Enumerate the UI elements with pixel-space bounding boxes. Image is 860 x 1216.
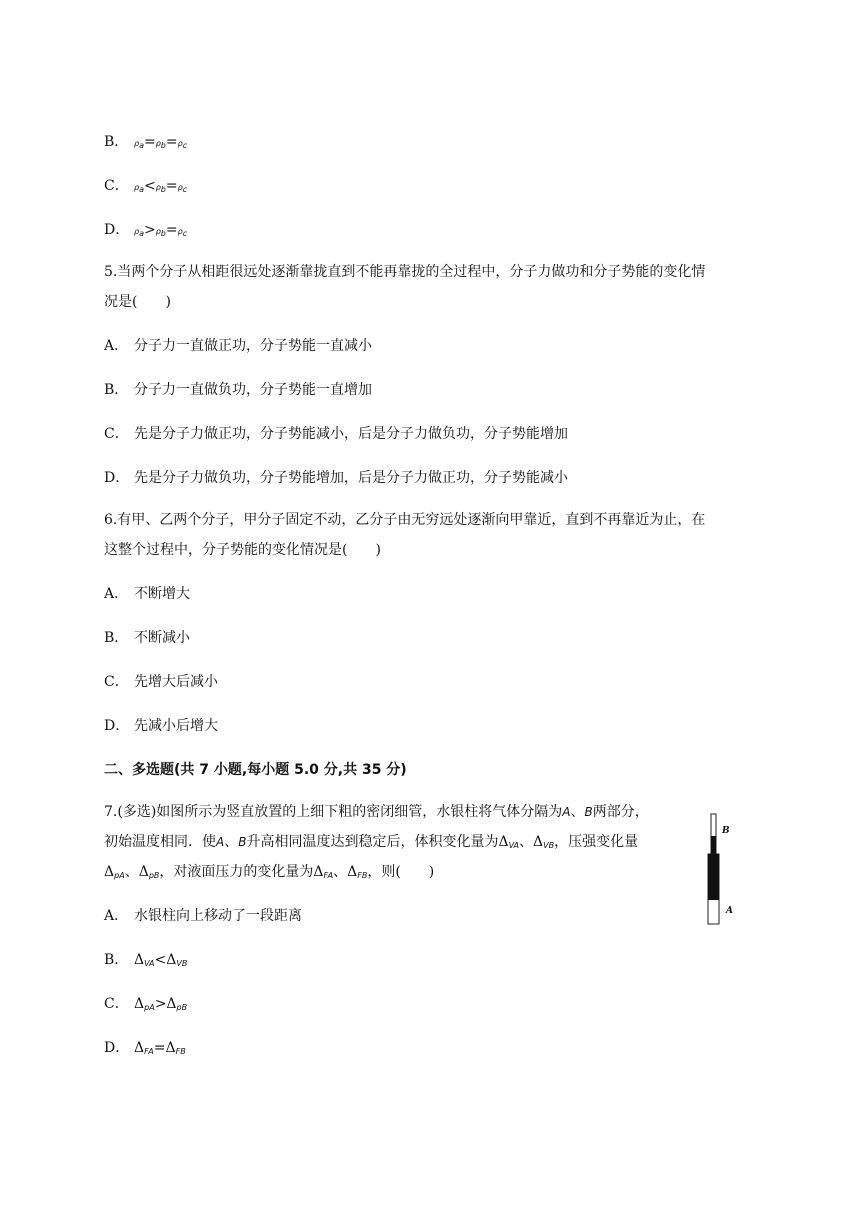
q6-option-c: C． 先增大后减小 — [104, 674, 218, 690]
q5-stem-line2: 况是( ) — [104, 294, 171, 310]
q7-option-c: C． $\Delta_{pA}>\Delta_{pB}$ — [104, 996, 188, 1012]
q6-option-a: A． 不断增大 — [104, 586, 190, 602]
sealed-tube-figure — [702, 812, 742, 928]
q4-option-d: D． $\rho_a>\rho_b=\rho_c$ — [104, 222, 188, 238]
q4-option-c: C． $\rho_a<\rho_b=\rho_c$ — [104, 178, 188, 194]
q6-stem-line2: 这整个过程中，分子势能的变化情况是( ) — [104, 542, 381, 558]
q7-stem-line1: 7.(多选)如图所示为竖直放置的上细下粗的密闭细管，水银柱将气体分隔为A、B两部分， — [104, 804, 649, 820]
q6-stem-line1: 6.有甲、乙两个分子，甲分子固定不动，乙分子由无穷远处逐渐向甲靠近，直到不再靠近为止，在 — [104, 512, 706, 528]
q5-stem-line1: 5.当两个分子从相距很远处逐渐靠拢直到不能再靠拢的全过程中，分子力做功和分子势能的变化情 — [104, 264, 706, 280]
section-heading: 二、多选题(共 7 小题,每小题 5.0 分,共 35 分) — [104, 762, 407, 778]
q7-stem-line3: $\Delta_{pA}$、$\Delta_{pB}$，对液面压力的变化量为$\Delta_{FA}$、$\Delta_{FB}$，则( ) — [104, 864, 435, 880]
q7-option-b: B． $\Delta_{VA}<\Delta_{VB}$ — [104, 952, 188, 968]
q5-option-a: A． 分子力一直做正功，分子势能一直减小 — [104, 338, 372, 354]
q7-stem-line2: 初始温度相同．使A、B升高相同温度达到稳定后，体积变化量为$\Delta_{VA}$、$\Delta_{VB}$，压强变化量 — [104, 834, 639, 850]
figure-label-b: B — [722, 826, 730, 836]
figure-label-a: A — [726, 906, 733, 916]
q6-option-d: D． 先减小后增大 — [104, 718, 218, 734]
q5-option-b: B． 分子力一直做负功，分子势能一直增加 — [104, 382, 372, 398]
q4-option-b: B． $\rho_a=\rho_b=\rho_c$ — [104, 134, 188, 150]
q7-option-a: A． 水银柱向上移动了一段距离 — [104, 908, 302, 924]
q7-option-d: D． $\Delta_{FA}=\Delta_{FB}$ — [104, 1040, 186, 1056]
q6-option-b: B． 不断减小 — [104, 630, 190, 646]
q5-option-c: C． 先是分子力做正功，分子势能减小，后是分子力做负功，分子势能增加 — [104, 426, 568, 442]
q5-option-d: D． 先是分子力做负功，分子势能增加，后是分子力做正功，分子势能减小 — [104, 470, 568, 486]
